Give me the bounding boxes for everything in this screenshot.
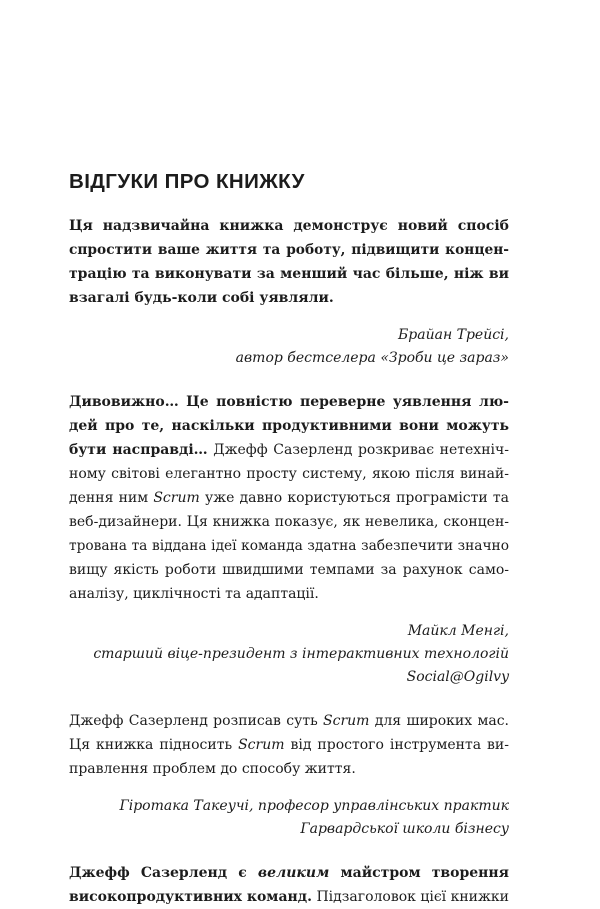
review-2-line: трована та віддана ідеї команда здатна забезпечити значно [69, 538, 509, 554]
review-2-fragment: Джефф Сазерленд розкриває нетехніч- [207, 442, 509, 458]
scrum-term: Scrum [238, 737, 285, 753]
attribution-author: Гіротака Такеучі, професор управлінських практик [119, 798, 509, 814]
attribution-author: Майкл Менгі, [407, 623, 509, 639]
review-2-line [69, 486, 509, 510]
review-4-fragment: Підзаголовок цієї книжки [311, 889, 509, 905]
book-page [69, 170, 509, 909]
review-2-line: вищу якість роботи швидшими темпами за рахунок само- [69, 562, 509, 578]
review-2-fragment: дення ним [69, 490, 154, 506]
review-1-line: спростити ваше життя та роботу, підвищити концен- [69, 242, 509, 258]
review-2-line: Дивовижно… Це повністю переверне уявлення лю- [69, 394, 509, 410]
review-4-line [69, 861, 509, 885]
review-2-bold-fragment: бути насправді… [69, 442, 208, 458]
review-2-line: ному світові елегантно просту систему, якою після винай- [69, 466, 509, 482]
review-3-attribution [69, 795, 509, 841]
review-1-line: Ця надзвичайна книжка демонструє новий спосіб [69, 218, 509, 234]
review-4-fragment: майстром творення [329, 865, 510, 881]
scrum-term: Scrum [153, 490, 200, 506]
review-1-line: трацію та виконувати за менший час більше, ніж ви [69, 266, 509, 282]
review-2-line: веб-дизайнери. Ця книжка показує, як невелика, сконцен- [69, 514, 509, 530]
review-4-line [69, 885, 509, 909]
review-3-line [69, 709, 509, 733]
review-3-text [69, 709, 509, 781]
review-4-italic-fragment: великим [257, 865, 330, 881]
review-2-line [69, 438, 509, 462]
review-2-text [69, 390, 509, 606]
review-4-fragment: Джефф Сазерленд є [69, 865, 258, 881]
review-2-attribution [69, 620, 509, 689]
attribution-company: Social@Ogilvy [406, 669, 509, 685]
attribution-author: Брайан Трейсі, [397, 327, 509, 343]
attribution-title: старший віце-президент з інтерактивних технологій [93, 646, 509, 662]
review-2-fragment: уже давно користуються програмісти та [199, 490, 509, 506]
review-1-text [69, 214, 509, 310]
section-heading: ВІДГУКИ ПРО КНИЖКУ [69, 170, 305, 193]
review-3-fragment: Джефф Сазерленд розписав суть [69, 713, 324, 729]
review-3-fragment: від простого інструмента ви- [284, 737, 509, 753]
attribution-institution: Гарвардської школи бізнесу [300, 821, 509, 837]
review-3-line [69, 733, 509, 757]
review-1-attribution [69, 324, 509, 370]
review-3-fragment: Ця книжка підносить [69, 737, 239, 753]
review-3-line: правлення проблем до способу життя. [69, 761, 356, 777]
review-2-line: аналізу, циклічності та адаптації. [69, 586, 319, 602]
review-1-line: взагалі будь-коли собі уявляли. [69, 290, 334, 306]
review-3-fragment: для широких мас. [369, 713, 510, 729]
attribution-title: автор бестселера «Зроби це зараз» [235, 350, 509, 366]
review-4-text [69, 861, 509, 909]
review-4-bold-fragment: високопродуктивних команд. [69, 889, 312, 905]
review-2-line: дей про те, наскільки продуктивними вони можуть [69, 418, 509, 434]
scrum-term: Scrum [323, 713, 370, 729]
